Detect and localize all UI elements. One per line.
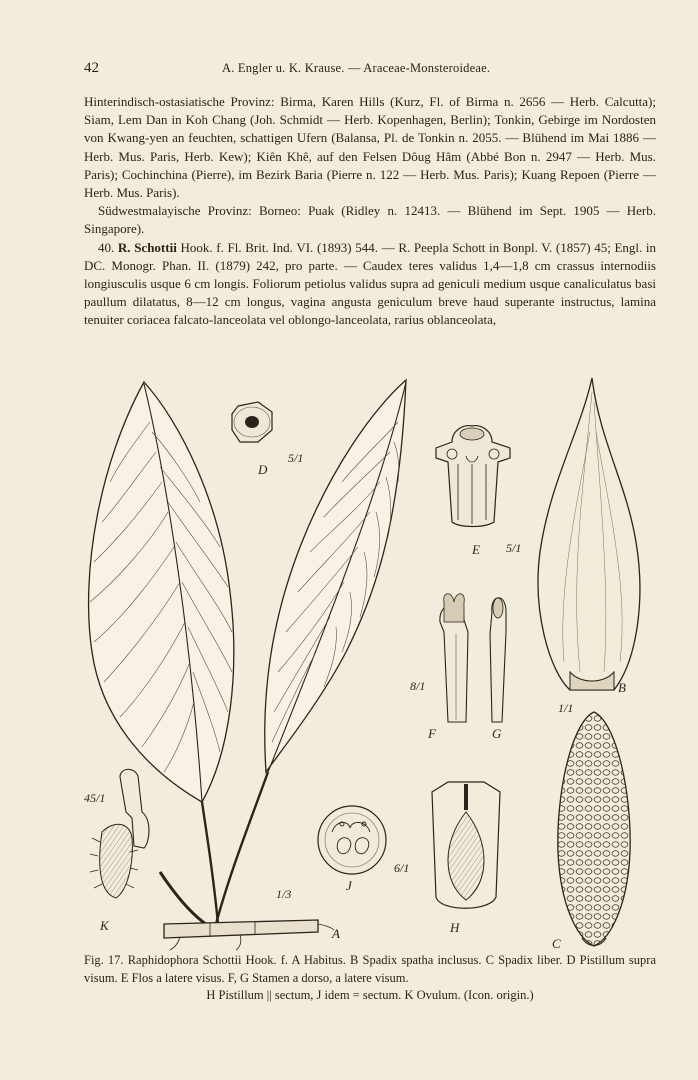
body-text — [84, 93, 656, 330]
species-text: Hook. f. Fl. Brit. Ind. VI. (1893) 544. — R. Peepla Schott in Bonpl. V. (1857) 45; Engl. in DC. Monogr. Phan. II. (1879) 242, pro parte. — Caudex teres validus 1,4—1,8 cm crassus internodiis longiusculis usque 6 cm longis. Foliorum petiolus validus supra ad geniculi medium usque canaliculatus basi paullum dilatatus, 8—12 cm longus, vagina angusta geniculum breve haud superante instructus, lamina tenuiter coriacea falcato-lanceolata vel oblongo-lanceolata, rarius oblanceolata, — [84, 239, 657, 328]
page-number: 42 — [84, 60, 99, 76]
stamen-front-view — [440, 594, 468, 722]
petiole-right — [216, 772, 268, 924]
page-header — [84, 60, 656, 80]
spathe-enclosed-spadix — [538, 378, 640, 690]
right-leaf — [265, 380, 406, 772]
ovule-drawing — [90, 769, 149, 898]
label-a: A — [332, 926, 340, 941]
free-spadix — [558, 712, 630, 946]
label-j: J — [346, 878, 352, 893]
scale-b: 1/1 — [558, 701, 574, 715]
flower-side-view — [436, 426, 510, 527]
label-h: H — [450, 920, 460, 935]
caudex — [164, 920, 318, 938]
label-g: G — [492, 726, 502, 741]
label-f: F — [428, 726, 436, 741]
scale-fg: 8/1 — [410, 679, 426, 693]
label-k: K — [100, 918, 109, 933]
label-b: B — [618, 680, 626, 695]
species-name: R. Schottii — [117, 239, 177, 255]
paragraph-distribution-malaya: Südwestmalayische Provinz: Borneo: Puak (Ridley n. 12413. — Blühend im Sept. 1905 — Herb. Singapore). — [84, 203, 656, 237]
label-d: D — [258, 462, 268, 477]
paragraph-species-description — [84, 239, 656, 330]
scale-d: 5/1 — [288, 451, 304, 465]
stem-segment — [160, 872, 212, 928]
scale-e: 5/1 — [506, 541, 522, 555]
stamen-side-view — [490, 598, 506, 722]
pistil-cross-section — [318, 806, 386, 874]
left-leaf — [89, 382, 234, 802]
figure-caption — [84, 952, 656, 1005]
botanical-figure — [80, 372, 670, 952]
figure-illustration — [80, 372, 670, 952]
label-e: E — [472, 542, 480, 557]
species-number: 40. — [98, 239, 115, 255]
caption-line-1: Fig. 17. Raphidophora Schottii Hook. f. A Habitus. B Spadix spatha inclusus. C Spadix liber. D Pistillum supra visum. E Flos a latere visus. F, G Stamen a dorso, a latere visum. — [84, 953, 656, 985]
paragraph-distribution-indochina: Hinterindisch-ostasiatische Provinz: Birma, Karen Hills (Kurz, Fl. of Birma n. 2656 — Herb. Calcutta); Siam, Lem Dan in Koh Chang (Joh. Schmidt — Herb. Kopenhagen, Berlin); Tonkin, Gebirge im Nordosten von Kwang-yen an feuchten, schattigen Ufern (Balansa, Pl. de Tonkin n. 2055. — Blühend im Mai 1886 — Herb. Mus. Paris, Herb. Kew); Kiên Khê, auf den Felsen Dôug Hâm (Abbé Bon n. 2947 — Herb. Mus. Paris); Cochinchina (Pierre), im Bezirk Baria (Pierre n. 122 — Herb. Mus. Paris); Kuang Repoen (Pierre — Herb. Mus. Paris). — [84, 94, 656, 201]
pistil-top-view — [232, 402, 272, 442]
label-c: C — [552, 936, 561, 951]
scale-k: 45/1 — [84, 791, 106, 805]
running-head: A. Engler u. K. Krause. — Araceae-Monsteroideae. — [222, 61, 491, 75]
petiole-left — [202, 802, 218, 924]
pistil-longitudinal-section — [432, 782, 500, 908]
caption-line-2: H Pistillum || sectum, J idem = sectum. K Ovulum. (Icon. origin.) — [206, 988, 534, 1002]
scale-j: 6/1 — [394, 861, 410, 875]
scale-a: 1/3 — [276, 887, 292, 901]
